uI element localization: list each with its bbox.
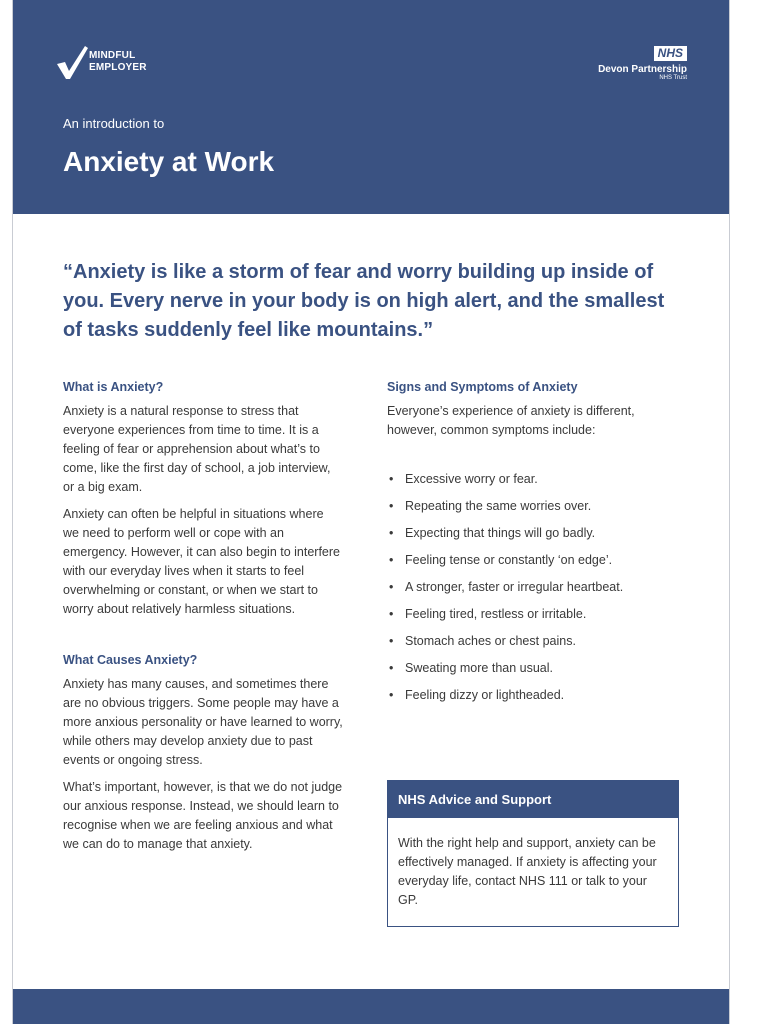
what-is-anxiety-heading: What is Anxiety? — [63, 380, 164, 394]
symptom-text: Expecting that things will go badly. — [405, 526, 596, 540]
nhs-badge: NHS — [654, 46, 687, 61]
list-item — [387, 551, 687, 570]
bullet-icon: • — [389, 688, 394, 702]
support-body — [388, 818, 678, 926]
nhs-support-box — [387, 780, 679, 927]
bullet-icon: • — [389, 634, 394, 648]
logo-text-line1: MINDFUL — [89, 50, 136, 61]
left-column — [63, 380, 343, 862]
what-paragraph-2: Anxiety can often be helpful in situations where we need to perform well or cope with an emergency. However, it can also begin to interfere with our everyday lives when it starts to feel overwhelming or constant, or when we start to worry about relatively harmless situations. — [63, 507, 340, 616]
symptom-text: Repeating the same worries over. — [405, 499, 592, 513]
symptom-text: Stomach aches or chest pains. — [405, 634, 576, 648]
what-paragraph-1: Anxiety is a natural response to stress that everyone experiences from time to time. It is a feeling of fear or apprehension about what’s to come, like the first day of school, a job interview, or a big exam. — [63, 404, 331, 494]
list-item — [387, 470, 687, 489]
logo-text-line2: EMPLOYER — [89, 62, 147, 73]
symptom-text: Feeling tense or constantly ‘on edge’. — [405, 553, 613, 567]
symptom-text: A stronger, faster or irregular heartbeat. — [405, 580, 624, 594]
symptom-list — [387, 470, 687, 705]
symptom-text: Excessive worry or fear. — [405, 472, 538, 486]
nhs-trust-logo — [547, 44, 687, 81]
bullet-icon: • — [389, 526, 394, 540]
list-item — [387, 524, 687, 543]
bullet-icon: • — [389, 580, 394, 594]
checkmark-icon — [55, 44, 89, 80]
symptom-text: Feeling tired, restless or irritable. — [405, 607, 587, 621]
bullet-icon: • — [389, 661, 394, 675]
bullet-icon: • — [389, 607, 394, 621]
list-item — [387, 578, 687, 597]
symptom-text: Feeling dizzy or lightheaded. — [405, 688, 565, 702]
trust-name: Devon Partnership — [598, 64, 687, 75]
causes-heading: What Causes Anxiety? — [63, 653, 198, 667]
right-column — [387, 380, 687, 713]
footer-bar — [13, 989, 729, 1024]
symptom-text: Sweating more than usual. — [405, 661, 554, 675]
pull-quote: “Anxiety is like a storm of fear and worry building up inside of you. Every nerve in your body is on high alert, and the smallest of tasks suddenly feel like mountains.” — [63, 261, 665, 341]
support-heading: NHS Advice and Support — [388, 781, 678, 818]
intro-label: An introduction to — [63, 116, 165, 131]
bullet-icon: • — [389, 499, 394, 513]
list-item — [387, 605, 687, 624]
bullet-icon: • — [389, 472, 394, 486]
header-banner — [13, 0, 729, 214]
support-text: With the right help and support, anxiety can be effectively managed. If anxiety is affecting your everyday life, contact NHS 111 or talk to your GP. — [398, 836, 657, 907]
mindful-employer-logo — [55, 44, 165, 84]
signs-intro: Everyone’s experience of anxiety is different, however, common symptoms include: — [387, 404, 635, 437]
list-item — [387, 659, 687, 678]
list-item — [387, 497, 687, 516]
bullet-icon: • — [389, 553, 394, 567]
signs-heading: Signs and Symptoms of Anxiety — [387, 380, 578, 394]
trust-subtitle: NHS Trust — [659, 75, 687, 81]
causes-paragraph-1: Anxiety has many causes, and sometimes there are no obvious triggers. Some people may have a more anxious personality or have learned to worry, while others may develop anxiety due to past events or ongoing stress. — [63, 677, 343, 767]
causes-paragraph-2: What’s important, however, is that we do not judge our anxious response. Instead, we should learn to recognise when we are feeling anxious and what we can do to manage that anxiety. — [63, 780, 343, 851]
list-item — [387, 632, 687, 651]
document-page — [12, 0, 730, 1024]
list-item — [387, 686, 687, 705]
page-title: Anxiety at Work — [63, 146, 275, 177]
